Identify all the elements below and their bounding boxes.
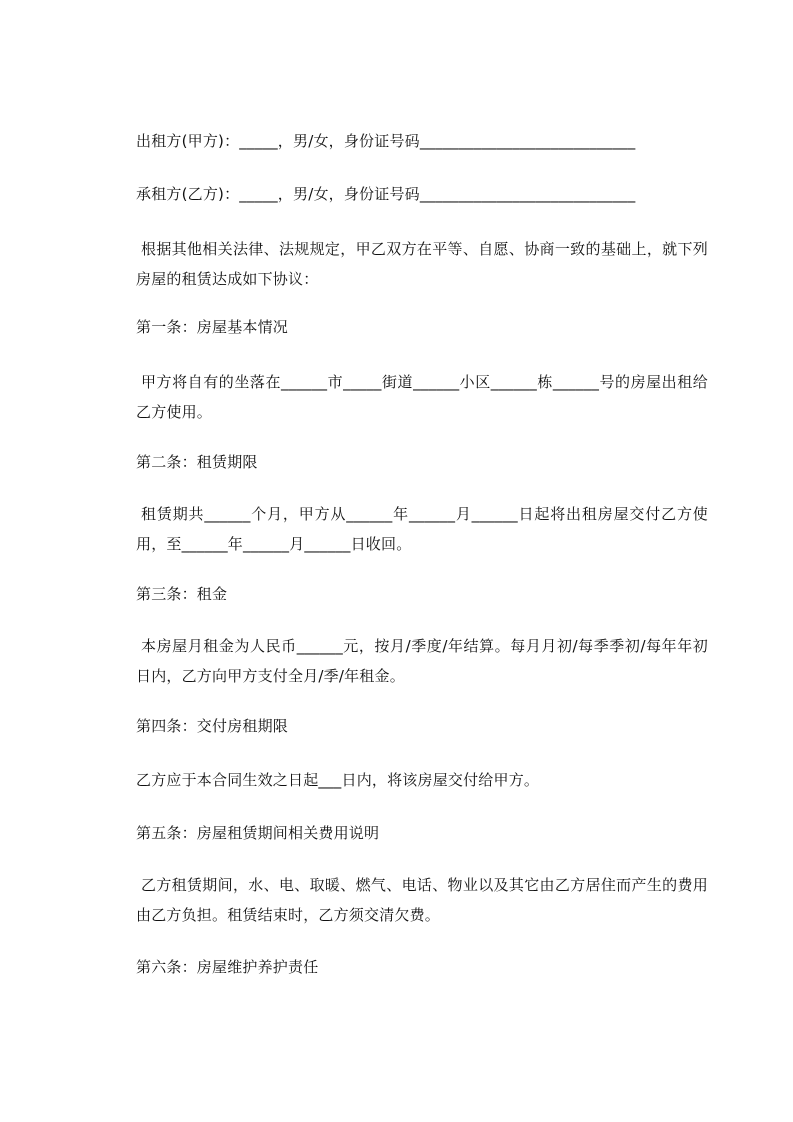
lessor-line: 出租方(甲方)：_____，男/女，身份证号码____________________________ [136,132,636,150]
preamble-paragraph: 根据其他相关法律、法规规定，甲乙双方在平等、自愿、协商一致的基础上，就下列房屋的租赁达成如下协议： [136,240,708,288]
article-3-title: 第三条：租金 [136,585,228,603]
article-2-body: 租赁期共______个月，甲方从______年______月______日起将出租房屋交付乙方使用，至______年______月______日收回。 [136,505,708,553]
article-4-body: 乙方应于本合同生效之日起___日内，将该房屋交付给甲方。 [136,771,540,789]
article-6-title: 第六条：房屋维护养护责任 [136,958,319,976]
article-5-title: 第五条：房屋租赁期间相关费用说明 [136,824,380,842]
article-2-title: 第二条：租赁期限 [136,453,258,471]
article-4-title: 第四条：交付房租期限 [136,717,289,735]
article-5-body: 乙方租赁期间，水、电、取暖、燃气、电话、物业以及其它由乙方居住而产生的费用由乙方负担。租赁结束时，乙方须交清欠费。 [136,876,708,924]
lessee-line: 承租方(乙方)：_____，男/女，身份证号码____________________________ [136,185,636,203]
article-1-body: 甲方将自有的坐落在______市_____街道______小区______栋______号的房屋出租给乙方使用。 [136,373,708,421]
article-3-body: 本房屋月租金为人民币______元，按月/季度/年结算。每月月初/每季季初/每年年初日内，乙方向甲方支付全月/季/年租金。 [136,637,708,685]
article-1-title: 第一条：房屋基本情况 [136,318,289,336]
